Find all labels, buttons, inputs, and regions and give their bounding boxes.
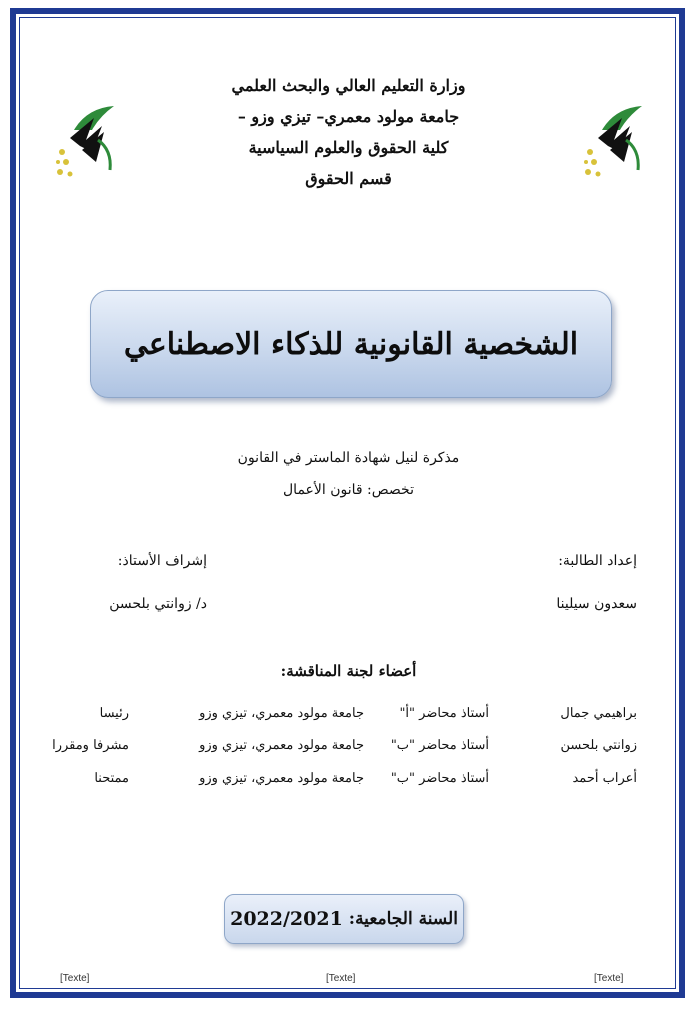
- member-rank: أستاذ محاضر "أ": [399, 706, 489, 721]
- member-name: أعراب أحمد: [572, 771, 637, 786]
- footer-placeholder-center: [Texte]: [326, 973, 356, 984]
- member-role: مشرفا ومقررا: [52, 738, 129, 753]
- institution-header: [0, 70, 697, 194]
- member-name: زوانتي بلحسن: [560, 738, 637, 753]
- footer-placeholder-left: [Texte]: [60, 973, 90, 984]
- faculty-name: كلية الحقوق والعلوم السياسية: [248, 138, 449, 157]
- university-name: جامعة مولود معمري– تيزي وزو –: [237, 107, 460, 126]
- member-name: براهيمي جمال: [560, 706, 637, 721]
- committee-heading: أعضاء لجنة المناقشة:: [280, 662, 417, 680]
- ministry-name: وزارة التعليم العالي والبحث العلمي: [231, 76, 466, 95]
- supervision-label: إشراف الأستاذ:: [117, 553, 207, 569]
- footer-placeholder-right: [Texte]: [594, 973, 624, 984]
- academic-year-value: 2022/2021: [230, 908, 343, 930]
- member-role: رئيسا: [99, 706, 129, 721]
- specialization: تخصص: قانون الأعمال: [283, 482, 414, 498]
- thesis-title: الشخصية القانونية للذكاء الاصطناعي: [123, 326, 579, 362]
- thesis-title-box: [90, 290, 612, 398]
- student-name: سعدون سيلينا: [556, 596, 637, 612]
- department-name: قسم الحقوق: [305, 169, 392, 188]
- committee-row: [0, 771, 697, 795]
- committee-row: [0, 706, 697, 730]
- member-university: جامعة مولود معمري، تيزي وزو: [199, 706, 364, 721]
- member-university: جامعة مولود معمري، تيزي وزو: [199, 738, 364, 753]
- prepared-by-label: إعداد الطالبة:: [558, 553, 637, 569]
- member-role: ممتحنا: [94, 771, 129, 786]
- member-rank: أستاذ محاضر "ب": [390, 738, 489, 753]
- thesis-purpose: مذكرة لنيل شهادة الماستر في القانون: [237, 450, 460, 466]
- academic-year-label: السنة الجامعية:: [348, 909, 458, 929]
- academic-year-box: [224, 894, 464, 944]
- member-rank: أستاذ محاضر "ب": [390, 771, 489, 786]
- member-university: جامعة مولود معمري، تيزي وزو: [199, 771, 364, 786]
- committee-row: [0, 738, 697, 762]
- supervisor-name: د/ زوانتي بلحسن: [109, 596, 207, 612]
